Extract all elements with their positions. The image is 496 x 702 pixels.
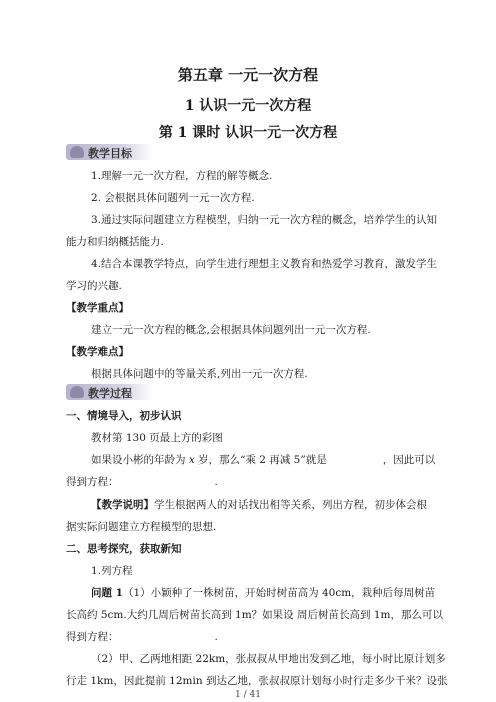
question1-line1 <box>91 585 435 600</box>
badge-icon <box>70 386 84 398</box>
process-badge <box>66 384 152 400</box>
part2-subheading: 1.列方程 <box>91 565 133 577</box>
part1-text-2d: 得到方程： <box>66 476 119 488</box>
part1-text-1: 教材第 130 页最上方的彩图 <box>91 432 223 444</box>
question1-text-a: （1）小颖种了一株树苗，开始时树苗高为 40cm，栽种后每周树苗 <box>122 587 436 599</box>
objectives-badge-label: 教学目标 <box>88 147 132 160</box>
question1-text-c: 得到方程： <box>66 631 119 643</box>
period: . <box>214 631 218 643</box>
period: . <box>214 476 218 488</box>
question1-line3 <box>66 629 218 644</box>
answer-blank <box>119 639 215 640</box>
note-text-a: 学生根据两人的对话找出相等关系，列出方程，初步体会根 <box>154 499 427 511</box>
question-label: 问题 1 <box>91 587 123 599</box>
objective-4-line1: 4.结合本课教学特点，向学生进行理想主义教育和热爱学习教育，激发学生 <box>91 258 438 270</box>
part1-note-line2: 据实际问题建立方程模型的思想. <box>66 521 217 533</box>
section-title: 1 认识一元一次方程 <box>184 98 312 114</box>
objective-4-line2: 学习的兴趣. <box>66 280 122 292</box>
question2-line1: （2）甲、乙两地相距 22km，张叔叔从甲地出发到乙地，每小时比原计划多 <box>91 653 446 665</box>
lesson-title: 第 1 课时 认识一元一次方程 <box>158 125 338 141</box>
part1-text-2b: 岁，那么“乘 2 再减 5”就是 <box>194 454 327 466</box>
objective-2: 2. 会根据具体问题列一元一次方程. <box>91 192 255 204</box>
answer-blank <box>327 462 383 463</box>
objective-3-line2: 能力和归纳概括能力. <box>66 236 164 248</box>
objective-3-line1: 3.通过实际问题建立方程模型，归纳一元一次方程的概念，培养学生的认知 <box>91 214 438 226</box>
key-points-label: 【教学重点】 <box>66 302 129 314</box>
chapter-title: 第五章 一元一次方程 <box>177 66 319 84</box>
part1-text-2a: 如果设小彬的年龄为 <box>91 454 189 466</box>
part1-note-line1 <box>91 497 427 512</box>
part1-heading: 一、情境导入，初步认识 <box>66 410 182 422</box>
process-badge-label: 教学过程 <box>88 387 132 400</box>
difficult-points-text: 根据具体问题中的等量关系,列出一元一次方程. <box>91 368 308 380</box>
question1-line2: 长高约 5cm.大约几周后树苗长高到 1m？如果设 周后树苗长高到 1m，那么可以 <box>66 609 443 621</box>
difficult-points-label: 【教学难点】 <box>66 346 129 358</box>
key-points-text: 建立一元一次方程的概念,会根据具体问题列出一元一次方程. <box>91 324 371 336</box>
page-number: 1 / 41 <box>235 690 261 700</box>
part2-heading: 二、思考探究，获取新知 <box>66 543 182 555</box>
answer-blank <box>119 484 215 485</box>
objective-1: 1.理解一元一次方程，方程的解等概念. <box>91 170 273 182</box>
part1-text-2-line2 <box>66 474 218 489</box>
badge-icon <box>70 146 84 158</box>
part1-text-2c: ，因此可以 <box>382 454 436 466</box>
variable-x: x <box>188 454 195 466</box>
note-label: 【教学说明】 <box>91 499 154 511</box>
objectives-badge <box>66 144 152 160</box>
part1-text-2-line1 <box>91 452 435 467</box>
question2-line2: 行走 1km，因此提前 12min 到达乙地，张叔叔原计划每小时行走多少千米？设张 <box>66 675 448 687</box>
